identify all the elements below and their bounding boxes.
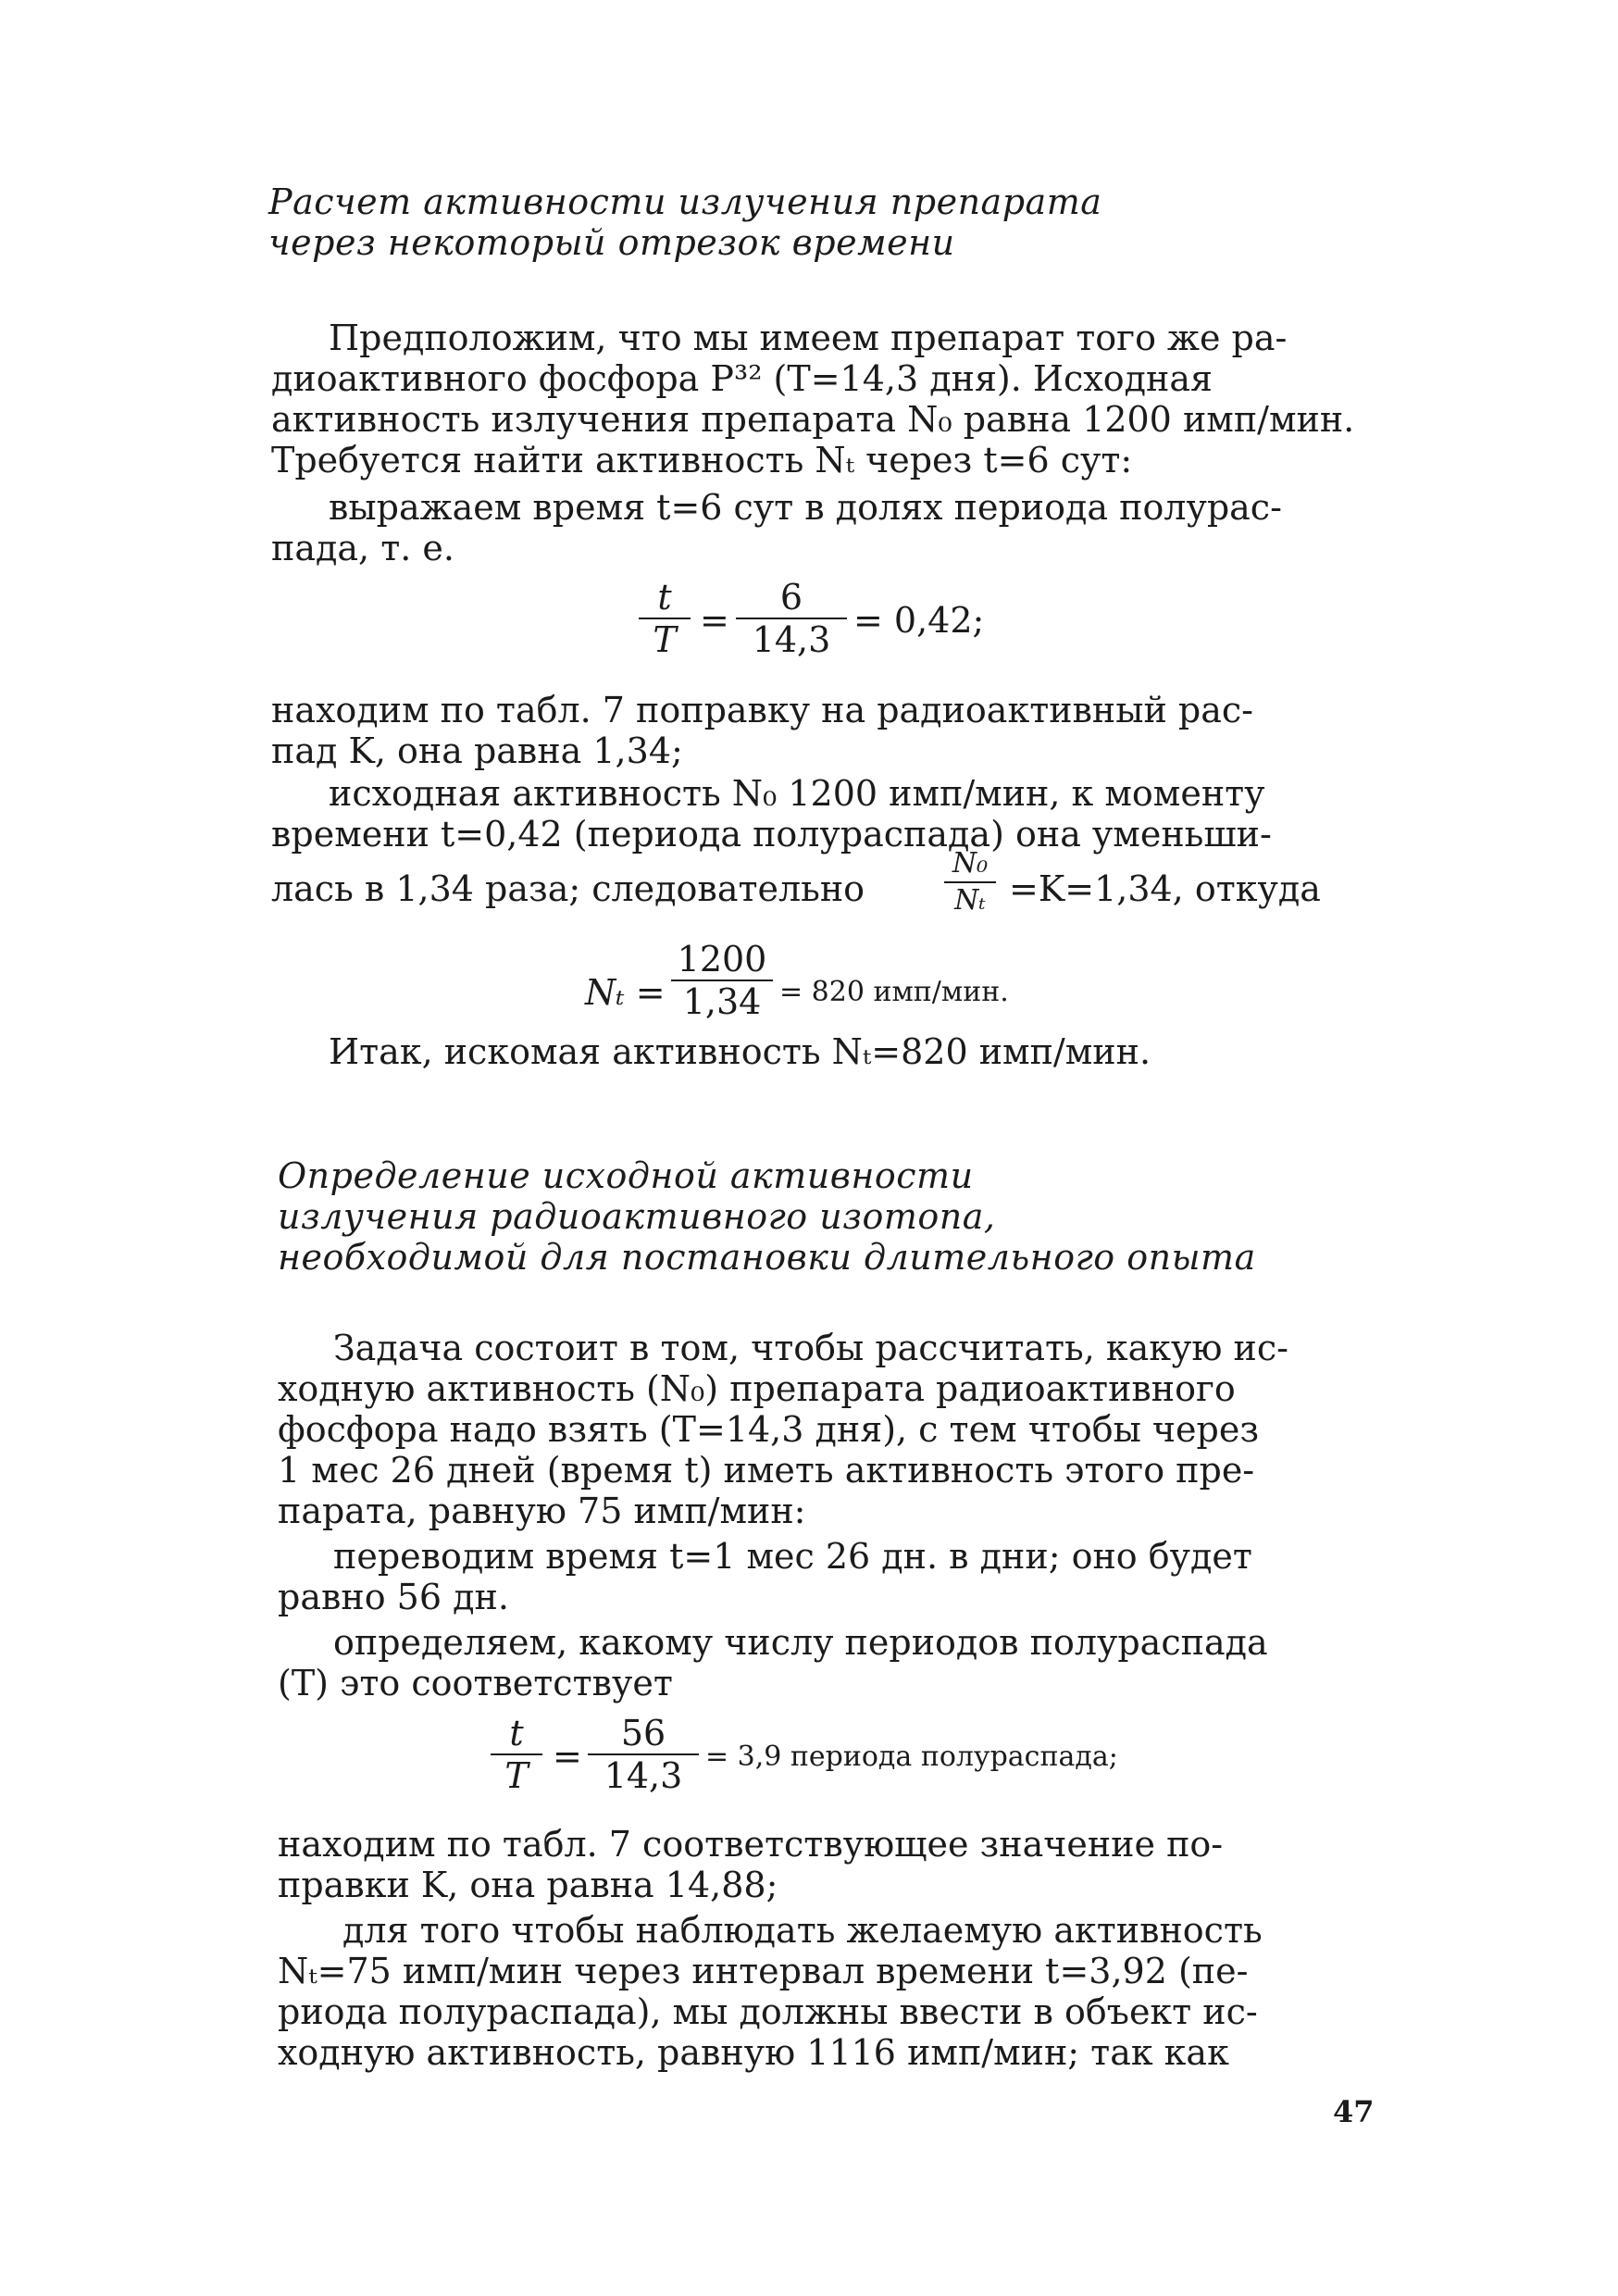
inline-fraction-N0-Nt [944, 848, 996, 917]
formula1-fraction-values [736, 579, 847, 658]
formula2-result: = 820 имп/мин. [779, 976, 1009, 1008]
formula-numerator: N₀ [952, 847, 989, 880]
formula-denominator: 14,3 [752, 619, 831, 660]
formula3-result: = 3,9 периода полураспада; [705, 1741, 1118, 1773]
paragraph-line: 1 мес 26 дней (время t) иметь активность этого пре- [278, 1450, 1255, 1491]
paragraph-line: Требуется найти активность Nₜ через t=6 сут: [271, 440, 1133, 480]
formula-numerator: 1200 [677, 939, 767, 980]
formula-numerator: 6 [779, 577, 803, 618]
formula-numerator: t [509, 1713, 524, 1753]
fraction-bar [944, 881, 996, 883]
equals-sign: = [700, 600, 729, 641]
paragraph-line: выражаем время t=6 сут в долях периода полурас- [329, 487, 1282, 528]
paragraph-line: ходную активность, равную 1116 имп/мин; так как [278, 2032, 1229, 2073]
paragraph-line: Предположим, что мы имеем препарат того же ра- [329, 318, 1288, 358]
formula-numerator: 56 [620, 1713, 666, 1753]
formula-denominator: 14,3 [604, 1755, 683, 1796]
formula3-fraction-values [588, 1715, 699, 1794]
page-number: 47 [1333, 2094, 1375, 2129]
formula-numerator: t [657, 577, 672, 618]
conclusion-line: Итак, искомая активность Nₜ=820 имп/мин. [329, 1031, 1151, 1072]
formula1-result: = 0,42; [853, 600, 985, 641]
paragraph-line: равно 56 дн. [278, 1577, 509, 1617]
formula-denominator: T [504, 1755, 529, 1796]
paragraph-line: правки K, она равна 14,88; [278, 1865, 778, 1905]
paragraph-line: ходную активность (N₀) препарата радиоактивного [278, 1368, 1236, 1409]
paragraph-line: диоактивного фосфора P³² (T=14,3 дня). Исходная [271, 358, 1213, 399]
paragraph-line: (T) это соответствует [278, 1663, 673, 1703]
paragraph-line: переводим время t=1 мес 26 дн. в дни; оно будет [333, 1536, 1252, 1577]
formula-denominator: 1,34 [682, 981, 762, 1022]
paragraph-line: пада, т. е. [271, 528, 454, 568]
formula2-left: Nₜ = [585, 972, 666, 1013]
paragraph-line: времени t=0,42 (периода полураспада) она уменьши- [271, 814, 1272, 855]
paragraph-line: пад K, она равна 1,34; [271, 730, 683, 771]
paragraph-line: риода полураспада), мы должны ввести в объект ис- [278, 1991, 1258, 2032]
section2-heading-line: Определение исходной активности [278, 1155, 974, 1196]
section1-heading-line: Расчет активности излучения препарата [268, 181, 1102, 222]
paragraph-line: для того чтобы наблюдать желаемую активность [342, 1910, 1263, 1951]
paragraph-line: определяем, какому числу периодов полураспада [333, 1622, 1268, 1663]
formula3-fraction-tT [491, 1715, 542, 1794]
section1-heading [268, 181, 1101, 263]
paragraph-line: исходная активность N₀ 1200 имп/мин, к моменту [329, 773, 1265, 814]
paragraph-line: лась в 1,34 раза; следовательно [271, 868, 865, 909]
paragraph-line: активность излучения препарата N₀ равна 1200 имп/мин. [271, 399, 1355, 440]
paragraph-line: =K=1,34, откуда [1009, 868, 1321, 909]
formula1-fraction-tT [639, 579, 691, 658]
formula2-fraction [671, 941, 773, 1020]
paragraph-line: Задача состоит в том, чтобы рассчитать, какую ис- [333, 1328, 1288, 1368]
paragraph-line: находим по табл. 7 соответствующее значение по- [278, 1824, 1224, 1865]
formula-denominator: Nₜ [954, 884, 986, 917]
paragraph-line: находим по табл. 7 поправку на радиоактивный рас- [271, 690, 1254, 730]
section2-heading-line: необходимой для постановки длительного опыта [278, 1237, 1256, 1278]
section1-heading-line: через некоторый отрезок времени [268, 222, 955, 263]
paragraph-line: парата, равную 75 имп/мин: [278, 1491, 806, 1531]
paragraph-line: Nₜ=75 имп/мин через интервал времени t=3,92 (пе- [278, 1951, 1249, 1991]
paragraph-line: фосфора надо взять (T=14,3 дня), с тем чтобы через [278, 1409, 1260, 1450]
section2-heading [278, 1155, 1256, 1278]
section2-heading-line: излучения радиоактивного изотопа, [278, 1196, 996, 1237]
equals-sign: = [553, 1736, 582, 1777]
formula-denominator: T [653, 619, 677, 660]
